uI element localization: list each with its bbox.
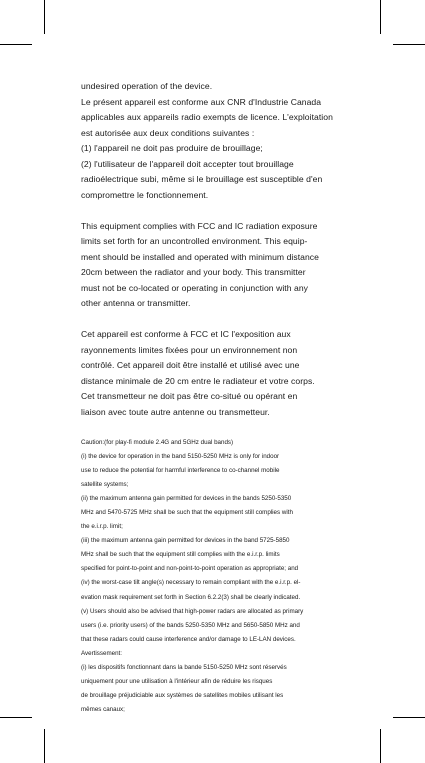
text-line: Le présent appareil est conforme aux CNR d'Industrie Canada (81, 96, 322, 107)
fcc-ic-exposure-french (81, 327, 346, 420)
crop-mark-bottom-right-horizontal (393, 717, 425, 718)
text-line: Cet transmetteur ne doit pas être co-situé ou opérant en (81, 391, 298, 401)
crop-mark-top-left-horizontal (0, 44, 32, 45)
text-line: (2) l'utilisateur de l'appareil doit accepter tout brouillage (81, 158, 294, 169)
text-line: (i) the device for operation in the band 5150-5250 MHz is only for indoor (81, 452, 280, 460)
crop-mark-bottom-left-horizontal (0, 717, 32, 718)
text-line: applicables aux appareils radio exempts de licence. L'exploitation (81, 112, 333, 122)
text-line: limits set forth for an uncontrolled environment. This equip- (81, 236, 308, 246)
crop-mark-top-right-vertical (380, 0, 381, 34)
ic-licence-notice (81, 79, 346, 203)
text-line: distance minimale de 20 cm entre le radiateur et votre corps. (81, 375, 315, 386)
text-line: satellite systems; (81, 480, 129, 488)
text-line: radioélectrique subi, même si le brouillage est susceptible d'en (81, 174, 323, 184)
avertissement-heading: Avertissement: (81, 649, 123, 657)
crop-mark-bottom-right-vertical (380, 729, 381, 763)
text-line: undesired operation of the device. (81, 81, 213, 91)
document-body (81, 79, 346, 717)
text-line: uniquement pour une utilisation à l'intérieur afin de réduire les risques (81, 678, 273, 686)
text-line: (1) l'appareil ne doit pas produire de brouillage; (81, 143, 263, 153)
text-line: (ii) the maximum antenna gain permitted for devices in the bands 5250-5350 (81, 494, 292, 502)
text-line: (v) Users should also be advised that high-power radars are allocated as primary (81, 607, 304, 615)
text-line: compromettre le fonctionnement. (81, 189, 209, 200)
text-line: users (i.e. priority users) of the bands 5250-5350 MHz and 5650-5850 MHz and (81, 621, 300, 629)
text-line: (iii) the maximum antenna gain permitted for devices in the band 5725-5850 (81, 537, 290, 545)
text-line: Cet appareil est conforme à FCC et IC l'exposition aux (81, 329, 291, 339)
text-line: de brouillage préjudiciable aux systèmes de satellites mobiles utilisant les (81, 692, 284, 700)
text-line: (iv) the worst-case tilt angle(s) necessary to remain compliant with the e.i.r.p. el- (81, 579, 301, 587)
text-line: MHz and 5470-5725 MHz shall be such that the equipment still complies with (81, 508, 293, 516)
caution-section (81, 436, 346, 718)
text-line: est autorisée aux deux conditions suivantes : (81, 127, 255, 138)
text-line: use to reduce the potential for harmful interference to co-channel mobile (81, 466, 280, 474)
text-line: must not be co-located or operating in conjunction with any (81, 282, 308, 293)
text-line: evation mask requirement set forth in Section 6.2.2(3) shall be clearly indicated. (81, 593, 301, 601)
text-line: specified for point-to-point and non-point-to-point operation as appropriate; and (81, 565, 299, 573)
text-line: ment should be installed and operated with minimum distance (81, 251, 319, 262)
text-line: 20cm between the radiator and your body. This transmitter (81, 267, 306, 277)
text-line: MHz shall be such that the equipment still complies with the e.i.r.p. limits (81, 551, 280, 559)
text-line: mêmes canaux; (81, 706, 125, 714)
text-line: that these radars could cause interference and/or damage to LE-LAN devices. (81, 635, 296, 643)
fcc-ic-exposure-english (81, 219, 346, 312)
text-line: contrôlé. Cet appareil doit être installé et utilisé avec une (81, 360, 300, 370)
crop-mark-top-right-horizontal (393, 44, 425, 45)
crop-mark-top-left-vertical (44, 0, 45, 34)
text-line: other antenna or transmitter. (81, 298, 191, 308)
text-line: (i) les dispositifs fonctionnant dans la bande 5150-5250 MHz sont réservés (81, 664, 287, 671)
text-line: rayonnements limites fixées pour un environnement non (81, 344, 298, 355)
text-line: the e.i.r.p. limit; (81, 523, 123, 531)
text-line: liaison avec toute autre antenne ou transmetteur. (81, 406, 270, 417)
crop-mark-bottom-left-vertical (44, 729, 45, 763)
caution-heading: Caution:(for play-fi module 2.4G and 5GHz dual bands) (81, 438, 234, 446)
text-line: This equipment complies with FCC and IC radiation exposure (81, 220, 318, 231)
